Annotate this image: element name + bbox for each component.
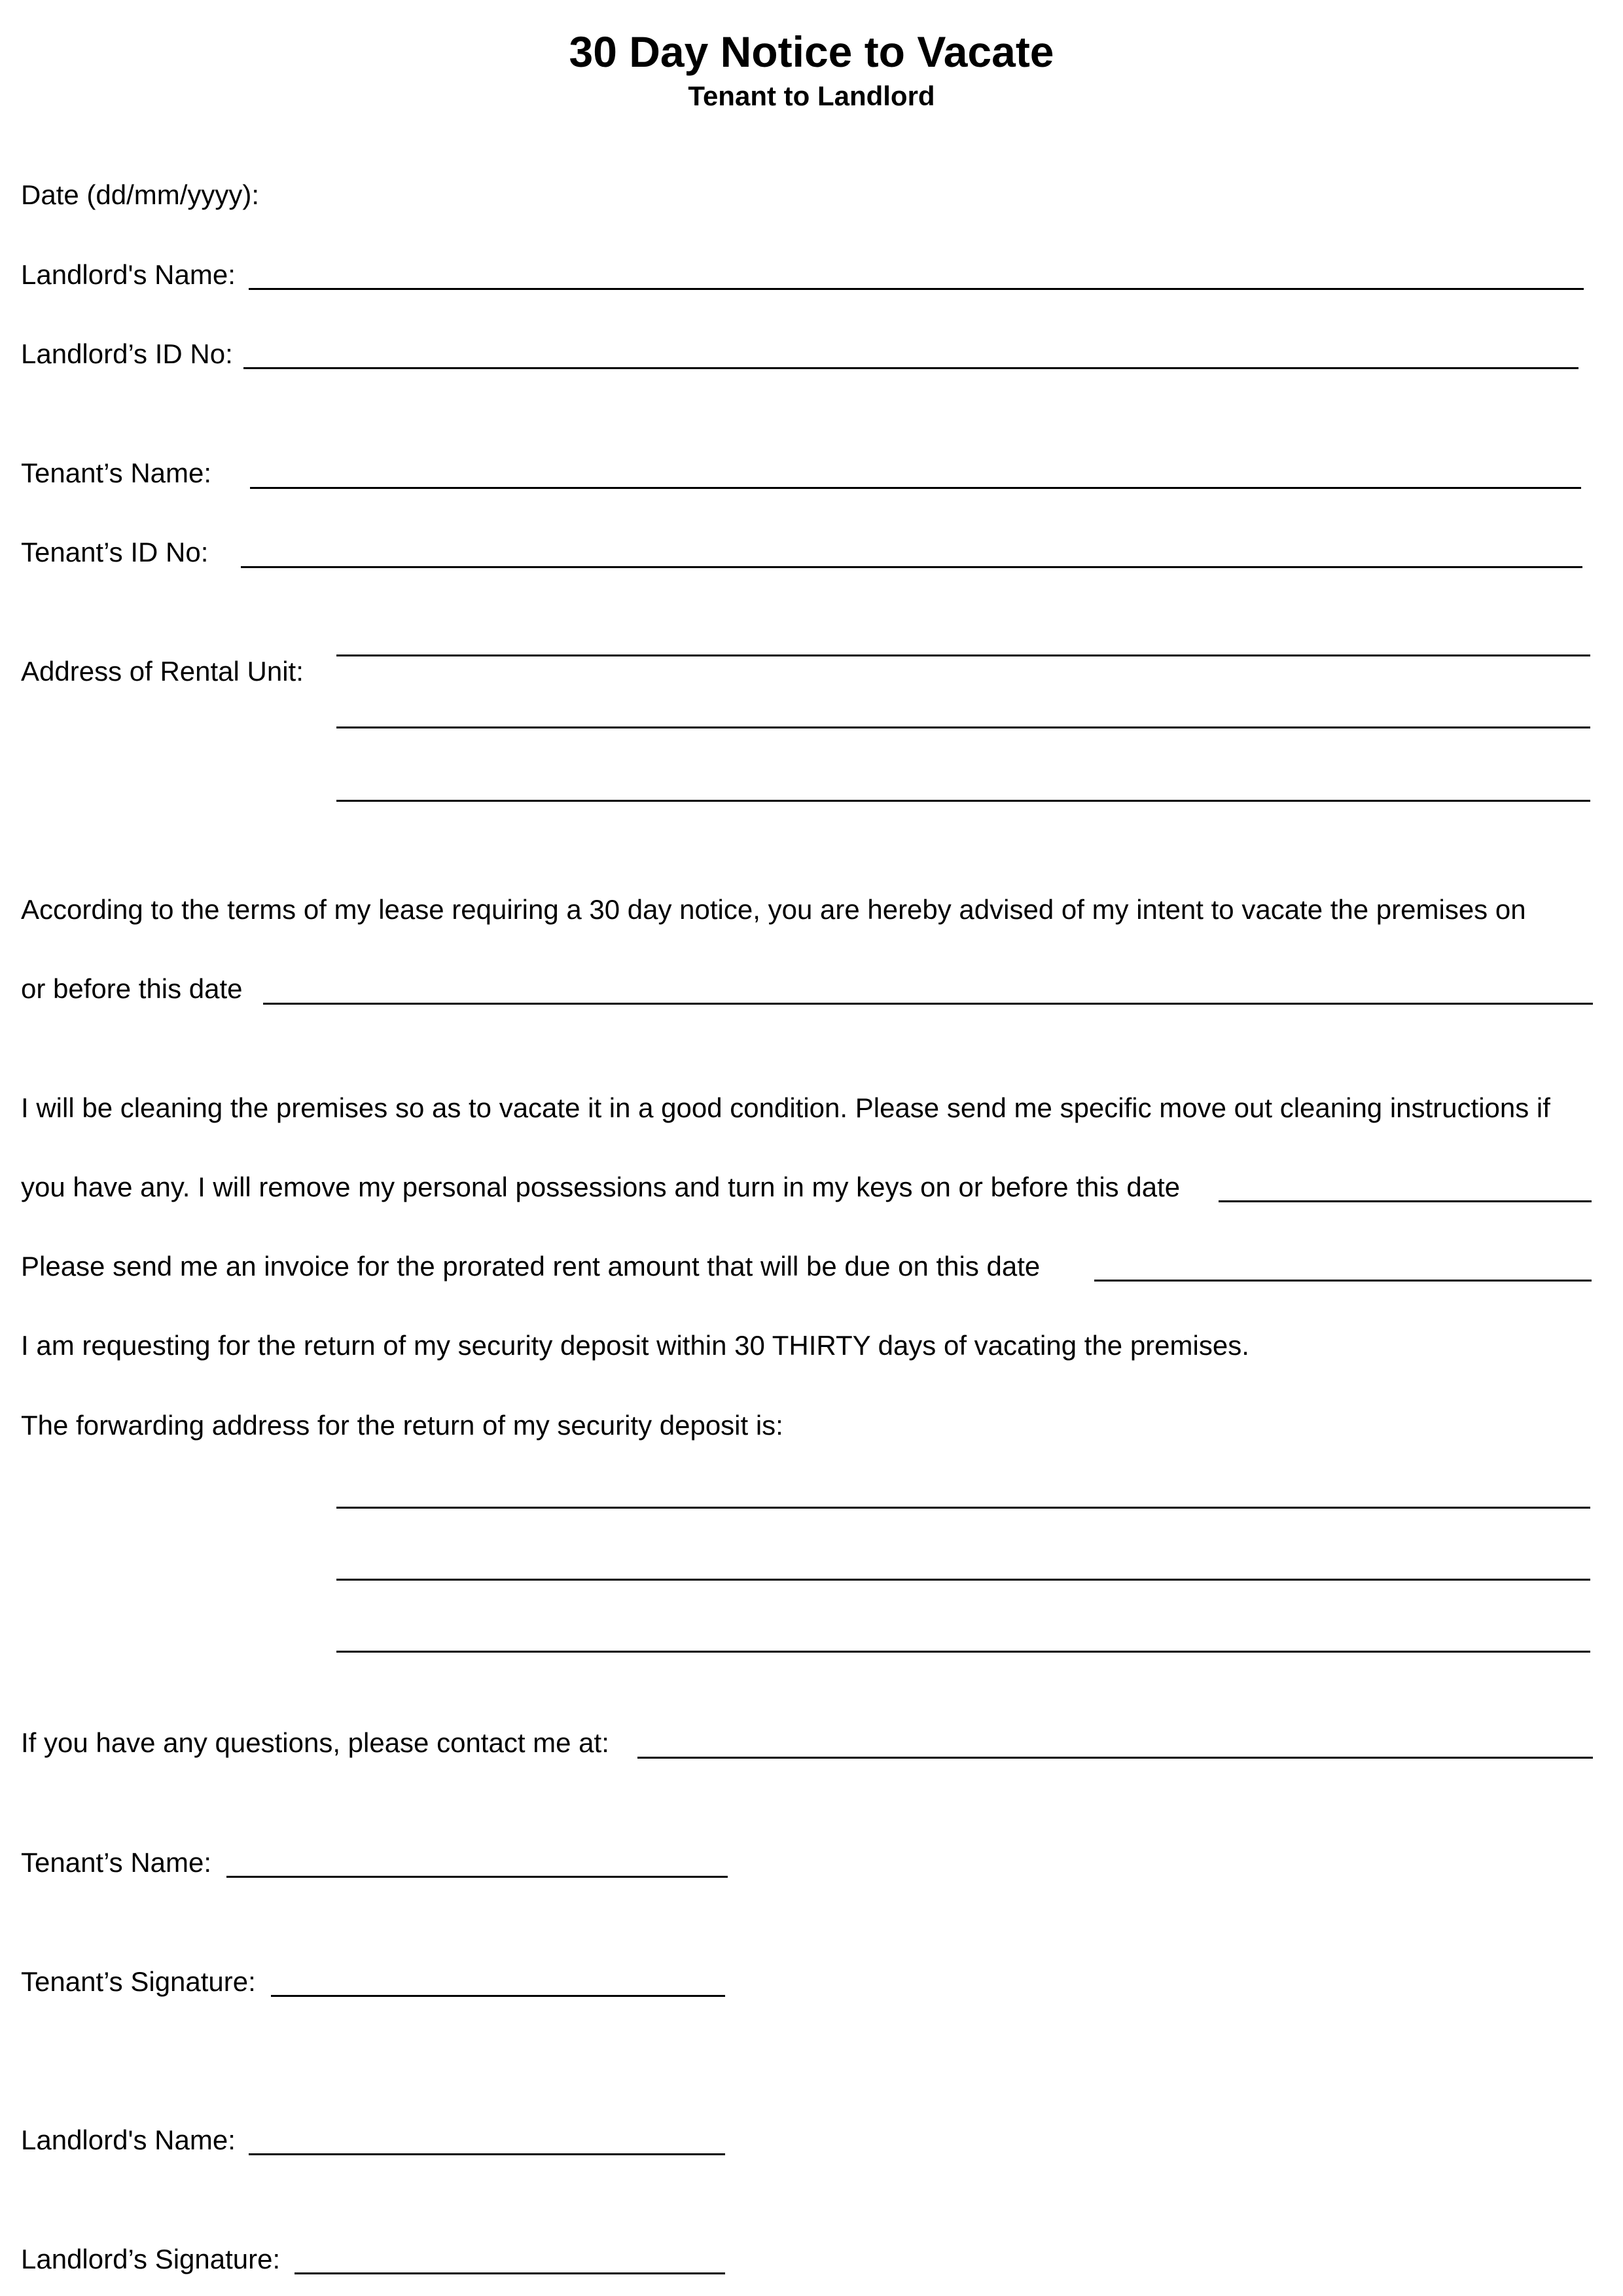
date-label: Date (dd/mm/yyyy): [21, 179, 260, 210]
signature-tenant-name-field[interactable] [226, 1876, 728, 1878]
tenant-id-label: Tenant’s ID No: [21, 537, 209, 567]
forwarding-address-field-line-3[interactable] [336, 1651, 1590, 1653]
landlord-signature-field[interactable] [294, 2272, 725, 2274]
signature-tenant-name-label: Tenant’s Name: [21, 1847, 212, 1878]
forwarding-address-field-line-1[interactable] [336, 1507, 1590, 1509]
tenant-id-field[interactable] [241, 566, 1582, 568]
keys-return-date-field[interactable] [1219, 1200, 1592, 1202]
invoice-date-field[interactable] [1094, 1280, 1592, 1282]
document-title: 30 Day Notice to Vacate [569, 27, 1054, 76]
document-subtitle: Tenant to Landlord [688, 81, 935, 111]
signature-landlord-name-label: Landlord's Name: [21, 2125, 236, 2155]
landlord-id-label: Landlord’s ID No: [21, 338, 233, 369]
rental-address-field-line-2[interactable] [336, 726, 1590, 728]
tenant-signature-field[interactable] [271, 1995, 725, 1997]
cleaning-text-line-1: I will be cleaning the premises so as to vacate it in a good condition. Please send me specific move out cleaning instructions if [21, 1092, 1550, 1123]
tenant-signature-label: Tenant’s Signature: [21, 1966, 256, 1997]
cleaning-text-line-2: you have any. I will remove my personal possessions and turn in my keys on or before this date [21, 1172, 1181, 1202]
landlord-signature-label: Landlord’s Signature: [21, 2244, 281, 2274]
deposit-text: I am requesting for the return of my security deposit within 30 THIRTY days of vacating the premises. [21, 1330, 1249, 1361]
intent-text-line-2: or before this date [21, 973, 243, 1004]
landlord-id-field[interactable] [243, 367, 1578, 369]
tenant-name-label: Tenant’s Name: [21, 457, 212, 488]
landlord-name-field[interactable] [249, 288, 1584, 290]
forwarding-address-text: The forwarding address for the return of my security deposit is: [21, 1410, 783, 1441]
rental-address-field-line-1[interactable] [336, 655, 1590, 656]
landlord-name-label: Landlord's Name: [21, 259, 236, 290]
rental-address-field-line-3[interactable] [336, 800, 1590, 802]
vacate-date-field[interactable] [263, 1003, 1593, 1005]
rental-address-label: Address of Rental Unit: [21, 656, 304, 687]
signature-landlord-name-field[interactable] [249, 2153, 725, 2155]
contact-field[interactable] [637, 1757, 1593, 1759]
tenant-name-field[interactable] [250, 487, 1581, 489]
intent-text-line-1: According to the terms of my lease requiring a 30 day notice, you are hereby advised of my intent to vacate the premises on [21, 894, 1526, 925]
forwarding-address-field-line-2[interactable] [336, 1579, 1590, 1581]
invoice-text: Please send me an invoice for the prorated rent amount that will be due on this date [21, 1251, 1041, 1282]
contact-text: If you have any questions, please contact me at: [21, 1727, 609, 1758]
